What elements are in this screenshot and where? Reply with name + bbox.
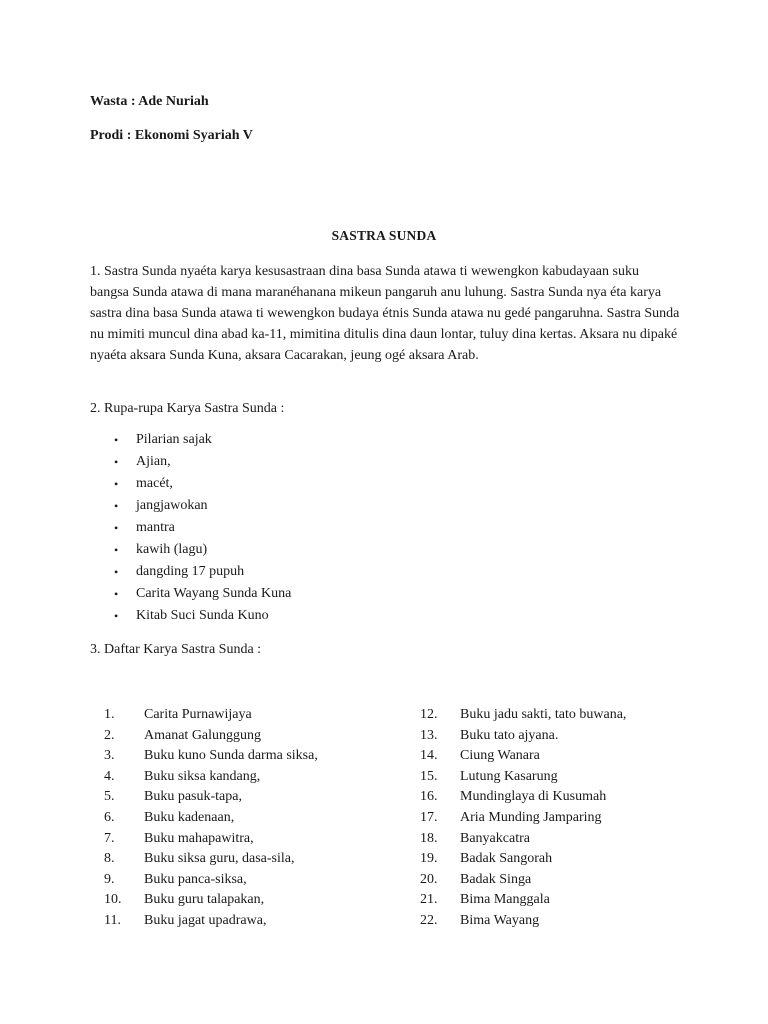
bullet-icon: • bbox=[114, 477, 119, 491]
item-title: Buku kuno Sunda darma siksa, bbox=[144, 748, 318, 764]
item-title: Buku guru talapakan, bbox=[144, 892, 265, 908]
item-number: 3. bbox=[104, 748, 115, 764]
item-number: 15. bbox=[420, 768, 438, 784]
list-item bbox=[104, 705, 318, 726]
item-title: Ciung Wanara bbox=[460, 748, 540, 764]
section3-heading: 3. Daftar Karya Sastra Sunda : bbox=[90, 642, 262, 657]
list-item bbox=[114, 561, 291, 583]
item-title: Buku jadu sakti, tato buwana, bbox=[460, 707, 627, 722]
item-title: Carita Purnawijaya bbox=[144, 707, 252, 722]
item-title: Buku kadenaan, bbox=[144, 809, 235, 825]
list-item bbox=[104, 870, 318, 891]
section1-paragraph: 1. Sastra Sunda nyaéta karya kesusastraan dina basa Sunda atawa ti wewengkon kabudayaan suku bangsa Sunda atawa di mana maranéhanana mikeun pangaruh anu luhung. Sastra Sunda nya éta karya sastra dina basa Sunda atawa ti wewengkon budaya étnis Sunda atawa nu gedé pangaruhna. Sastra Sunda nu mimiti muncul dina abad ka-11, mimitina ditulis dina daun lontar, tuluy dina kertas. Aksara nu dipaké nyaéta aksara Sunda Kuna, aksara Cacarakan, jeung ogé aksara Arab. bbox=[90, 264, 680, 363]
item-title: Mundinglaya di Kusumah bbox=[460, 789, 607, 805]
item-number: 2. bbox=[104, 727, 115, 743]
list-item bbox=[420, 787, 626, 808]
list-item-text: Ajian, bbox=[136, 454, 171, 469]
study-program: Prodi : Ekonomi Syariah V bbox=[90, 128, 253, 143]
item-number: 20. bbox=[420, 871, 438, 887]
item-title: Buku mahapawitra, bbox=[144, 830, 254, 846]
item-number: 22. bbox=[420, 912, 438, 928]
list-item-text: jangjawokan bbox=[136, 498, 208, 513]
list-item bbox=[114, 473, 291, 495]
list-item bbox=[104, 849, 318, 870]
item-title: Bima Wayang bbox=[460, 912, 540, 928]
list-item bbox=[104, 829, 318, 850]
item-title: Bima Manggala bbox=[460, 892, 550, 908]
list-item bbox=[114, 517, 291, 539]
item-number: 11. bbox=[104, 912, 121, 928]
item-title: Badak Singa bbox=[460, 871, 532, 887]
list-item bbox=[420, 705, 626, 726]
list-item-text: kawih (lagu) bbox=[136, 542, 208, 557]
bullet-icon: • bbox=[114, 433, 119, 447]
item-number: 1. bbox=[104, 707, 115, 722]
item-number: 4. bbox=[104, 768, 115, 784]
list-item bbox=[420, 746, 626, 767]
item-title: Banyakcatra bbox=[460, 830, 530, 846]
bullet-icon: • bbox=[114, 521, 119, 535]
item-title: Aria Munding Jamparing bbox=[460, 809, 602, 825]
list-item bbox=[104, 787, 318, 808]
item-number: 7. bbox=[104, 830, 115, 846]
list-item-text: mantra bbox=[136, 520, 175, 535]
list-item bbox=[114, 429, 291, 451]
list-item bbox=[420, 890, 626, 911]
list-item bbox=[420, 808, 626, 829]
list-item bbox=[104, 890, 318, 911]
bullet-icon: • bbox=[114, 587, 119, 601]
author-name: Wasta : Ade Nuriah bbox=[90, 94, 209, 109]
list-item bbox=[114, 451, 291, 473]
item-number: 18. bbox=[420, 830, 438, 846]
item-number: 14. bbox=[420, 748, 438, 764]
item-number: 21. bbox=[420, 892, 438, 908]
section2-heading: 2. Rupa-rupa Karya Sastra Sunda : bbox=[90, 401, 285, 416]
item-title: Lutung Kasarung bbox=[460, 768, 558, 784]
list-item bbox=[420, 870, 626, 891]
list-item bbox=[114, 539, 291, 561]
list-item bbox=[104, 911, 318, 932]
list-item-text: macét, bbox=[136, 476, 173, 491]
bullet-icon: • bbox=[114, 543, 119, 557]
literature-types-list bbox=[114, 429, 291, 627]
list-item-text: dangding 17 pupuh bbox=[136, 564, 245, 579]
bullet-icon: • bbox=[114, 609, 119, 623]
list-item bbox=[104, 746, 318, 767]
list-item bbox=[114, 605, 291, 627]
list-item bbox=[420, 726, 626, 747]
item-title: Buku tato ajyana. bbox=[460, 727, 559, 743]
item-number: 10. bbox=[104, 892, 122, 908]
item-title: Badak Sangorah bbox=[460, 851, 553, 867]
item-number: 16. bbox=[420, 789, 438, 805]
list-item-text: Kitab Suci Sunda Kuno bbox=[136, 608, 269, 623]
item-number: 5. bbox=[104, 789, 115, 805]
list-item bbox=[114, 583, 291, 605]
document-title: SASTRA SUNDA bbox=[331, 228, 437, 243]
list-item bbox=[104, 767, 318, 788]
item-title: Buku siksa guru, dasa-sila, bbox=[144, 851, 295, 867]
list-item bbox=[420, 849, 626, 870]
list-item bbox=[104, 808, 318, 829]
item-number: 9. bbox=[104, 871, 115, 887]
list-item-text: Pilarian sajak bbox=[136, 432, 212, 447]
item-number: 19. bbox=[420, 851, 438, 867]
item-number: 12. bbox=[420, 707, 438, 722]
bullet-icon: • bbox=[114, 455, 119, 469]
works-list-right-column bbox=[420, 705, 626, 932]
list-item bbox=[114, 495, 291, 517]
item-number: 17. bbox=[420, 809, 438, 825]
item-title: Buku siksa kandang, bbox=[144, 768, 261, 784]
works-list-left-column bbox=[104, 705, 318, 932]
item-number: 6. bbox=[104, 809, 115, 825]
item-number: 8. bbox=[104, 851, 115, 867]
item-title: Buku panca-siksa, bbox=[144, 871, 247, 887]
bullet-icon: • bbox=[114, 499, 119, 513]
list-item bbox=[420, 911, 626, 932]
item-number: 13. bbox=[420, 727, 438, 743]
list-item-text: Carita Wayang Sunda Kuna bbox=[136, 586, 292, 601]
bullet-icon: • bbox=[114, 565, 119, 579]
list-item bbox=[104, 726, 318, 747]
item-title: Amanat Galunggung bbox=[144, 727, 262, 743]
list-item bbox=[420, 829, 626, 850]
item-title: Buku pasuk-tapa, bbox=[144, 789, 242, 805]
list-item bbox=[420, 767, 626, 788]
item-title: Buku jagat upadrawa, bbox=[144, 912, 267, 928]
